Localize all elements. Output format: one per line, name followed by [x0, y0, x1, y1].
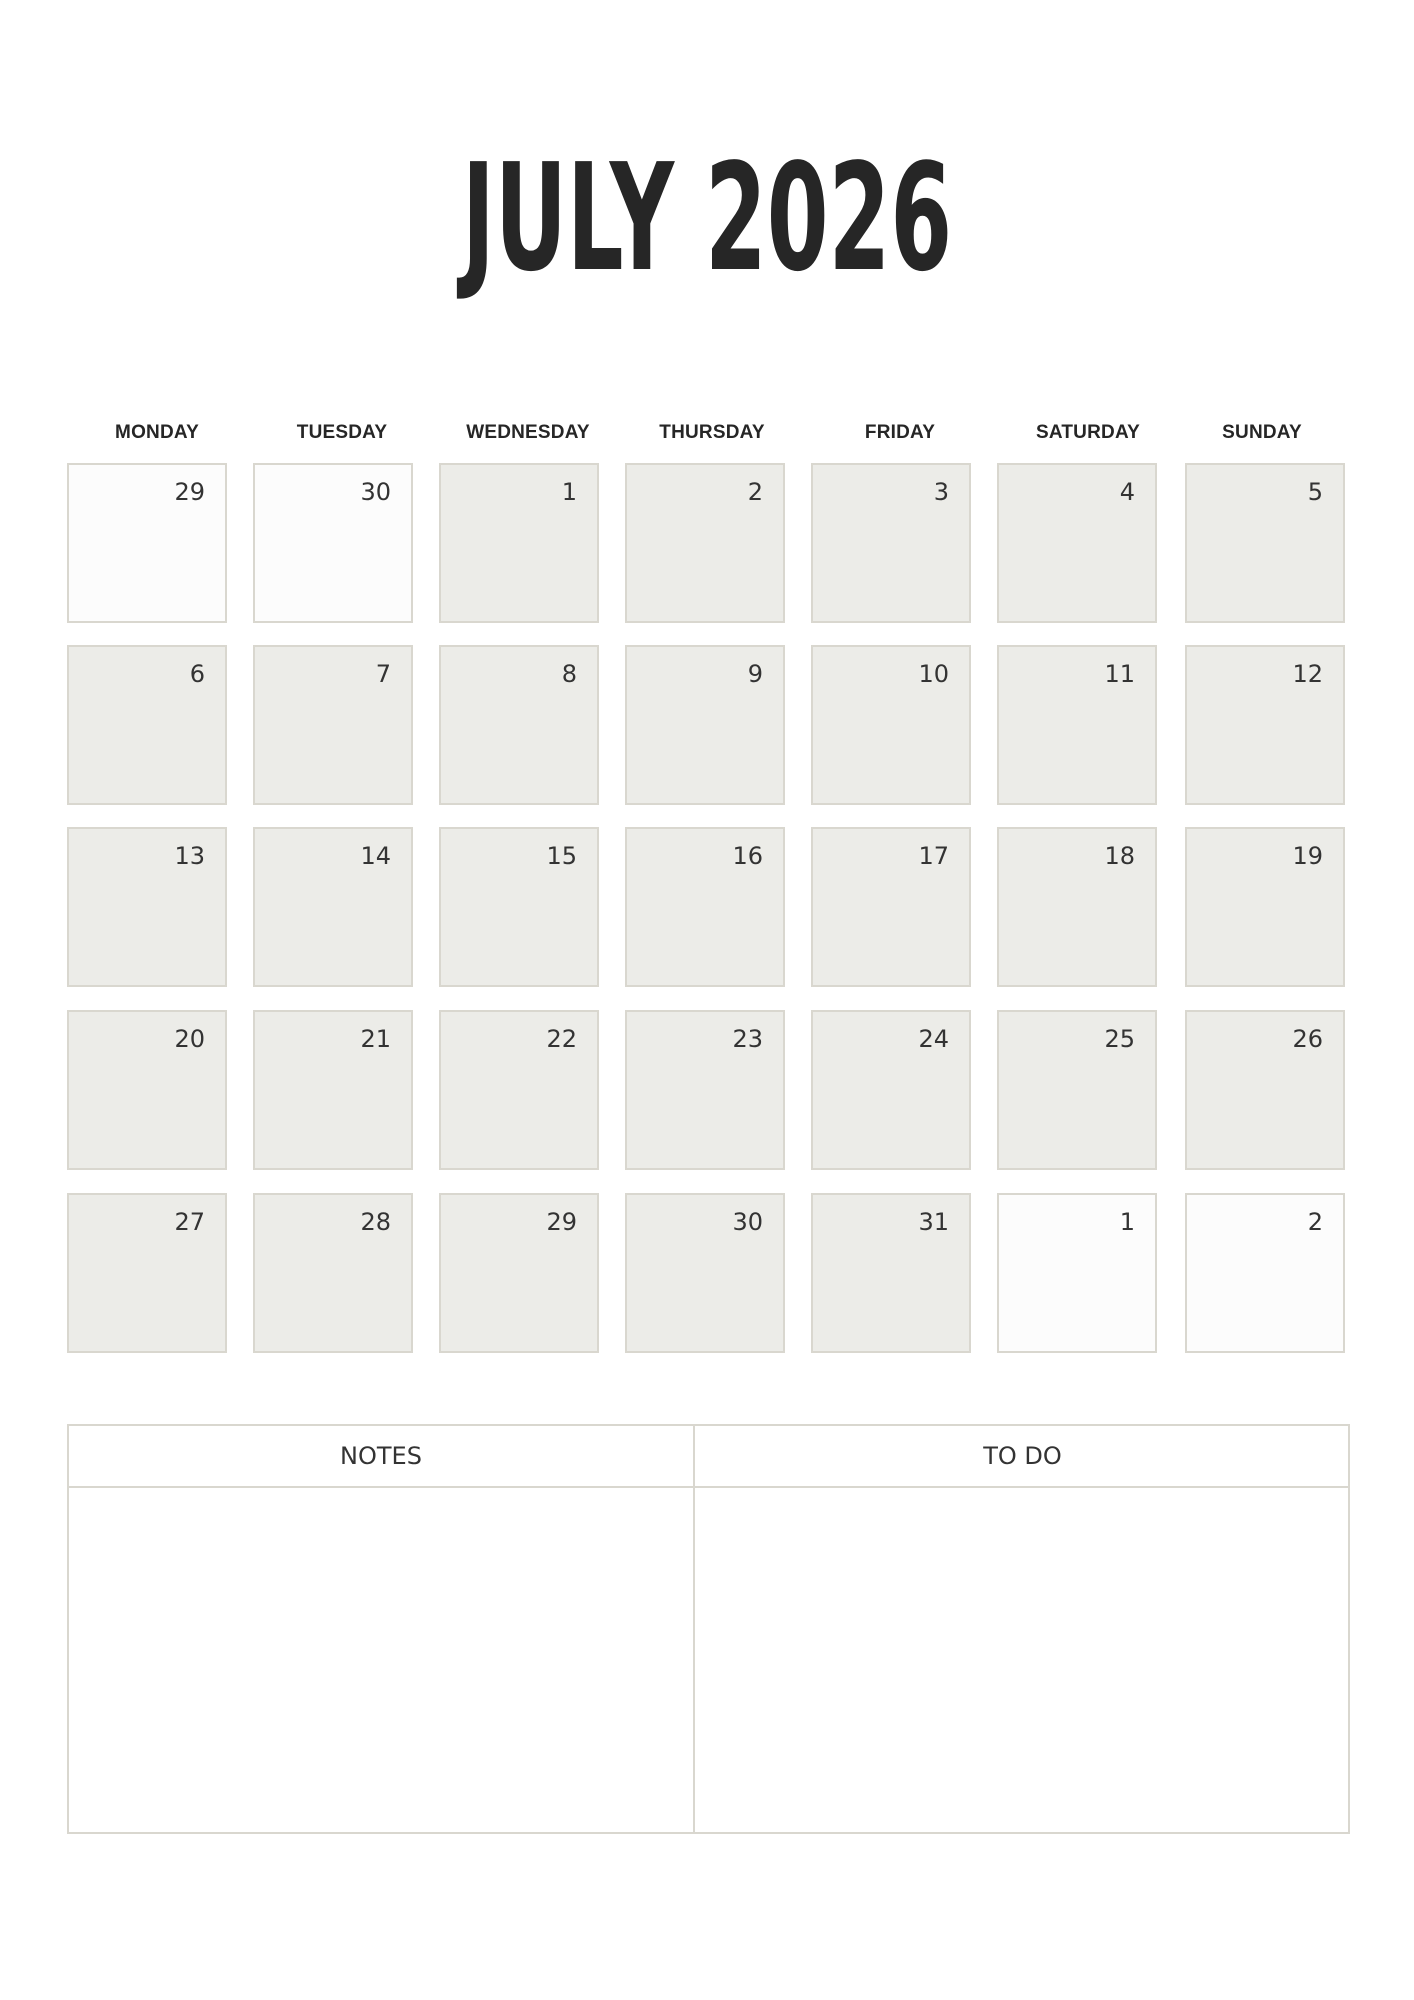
day-number: 31	[918, 1208, 949, 1236]
calendar-day[interactable]	[253, 1010, 413, 1170]
day-number: 2	[1307, 1208, 1323, 1236]
day-number: 23	[732, 1025, 763, 1053]
calendar-day[interactable]	[67, 645, 227, 805]
day-number: 1	[561, 478, 577, 506]
calendar-day[interactable]	[625, 1010, 785, 1170]
calendar-day[interactable]	[625, 827, 785, 987]
calendar-day[interactable]	[811, 827, 971, 987]
calendar-day[interactable]	[811, 463, 971, 623]
day-number: 30	[360, 478, 391, 506]
notes-heading: NOTES	[340, 1442, 422, 1470]
calendar-day[interactable]	[253, 1193, 413, 1353]
day-number: 6	[189, 660, 205, 688]
day-number: 13	[174, 842, 205, 870]
calendar-day[interactable]	[253, 645, 413, 805]
day-number: 11	[1104, 660, 1135, 688]
calendar-day[interactable]	[439, 1010, 599, 1170]
day-number: 26	[1292, 1025, 1323, 1053]
day-number: 9	[747, 660, 763, 688]
calendar-day[interactable]	[67, 827, 227, 987]
todo-area[interactable]	[695, 1488, 1350, 1832]
calendar-day[interactable]	[439, 1193, 599, 1353]
day-number: 29	[546, 1208, 577, 1236]
calendar-day[interactable]	[1185, 645, 1345, 805]
calendar-day[interactable]	[67, 1193, 227, 1353]
weekday-saturday: SATURDAY	[1035, 422, 1140, 443]
calendar-day[interactable]	[997, 827, 1157, 987]
calendar-day[interactable]	[625, 463, 785, 623]
calendar-day[interactable]	[625, 645, 785, 805]
day-number: 3	[933, 478, 949, 506]
calendar-day-outside-month[interactable]	[253, 463, 413, 623]
day-number: 14	[360, 842, 391, 870]
day-number: 16	[732, 842, 763, 870]
weekday-wednesday: WEDNESDAY	[466, 422, 590, 443]
calendar-day[interactable]	[1185, 463, 1345, 623]
day-number: 24	[918, 1025, 949, 1053]
day-number: 19	[1292, 842, 1323, 870]
calendar-day[interactable]	[625, 1193, 785, 1353]
day-number: 25	[1104, 1025, 1135, 1053]
notes-area[interactable]	[69, 1488, 693, 1832]
calendar-day[interactable]	[253, 827, 413, 987]
calendar-day[interactable]	[811, 645, 971, 805]
weekday-tuesday: TUESDAY	[296, 422, 388, 443]
calendar-day[interactable]	[997, 1010, 1157, 1170]
day-number: 27	[174, 1208, 205, 1236]
calendar-day-outside-month[interactable]	[997, 1193, 1157, 1353]
notes-todo-table	[67, 1424, 1350, 1834]
calendar-day-outside-month[interactable]	[67, 463, 227, 623]
calendar-day[interactable]	[439, 463, 599, 623]
calendar-day[interactable]	[439, 645, 599, 805]
calendar-day[interactable]	[1185, 1010, 1345, 1170]
weekday-sunday: SUNDAY	[1222, 422, 1302, 443]
weekday-monday: MONDAY	[115, 422, 199, 443]
calendar-day-outside-month[interactable]	[1185, 1193, 1345, 1353]
day-number: 4	[1119, 478, 1135, 506]
day-number: 22	[546, 1025, 577, 1053]
weekday-thursday: THURSDAY	[659, 422, 765, 443]
day-number: 5	[1307, 478, 1323, 506]
day-number: 17	[918, 842, 949, 870]
day-number: 18	[1104, 842, 1135, 870]
calendar-day[interactable]	[811, 1010, 971, 1170]
day-number: 20	[174, 1025, 205, 1053]
weekday-friday: FRIDAY	[864, 422, 936, 443]
day-number: 2	[747, 478, 763, 506]
calendar-day[interactable]	[67, 1010, 227, 1170]
calendar-day[interactable]	[439, 827, 599, 987]
day-number: 15	[546, 842, 577, 870]
calendar-day[interactable]	[997, 463, 1157, 623]
calendar-day[interactable]	[811, 1193, 971, 1353]
day-number: 1	[1119, 1208, 1135, 1236]
day-number: 12	[1292, 660, 1323, 688]
day-number: 28	[360, 1208, 391, 1236]
todo-heading: TO DO	[983, 1442, 1062, 1470]
calendar-title: JULY 2026	[461, 132, 953, 304]
day-number: 8	[561, 660, 577, 688]
day-number: 21	[360, 1025, 391, 1053]
day-number: 7	[375, 660, 391, 688]
calendar-day[interactable]	[1185, 827, 1345, 987]
calendar-day[interactable]	[997, 645, 1157, 805]
day-number: 10	[918, 660, 949, 688]
day-number: 29	[174, 478, 205, 506]
day-number: 30	[732, 1208, 763, 1236]
